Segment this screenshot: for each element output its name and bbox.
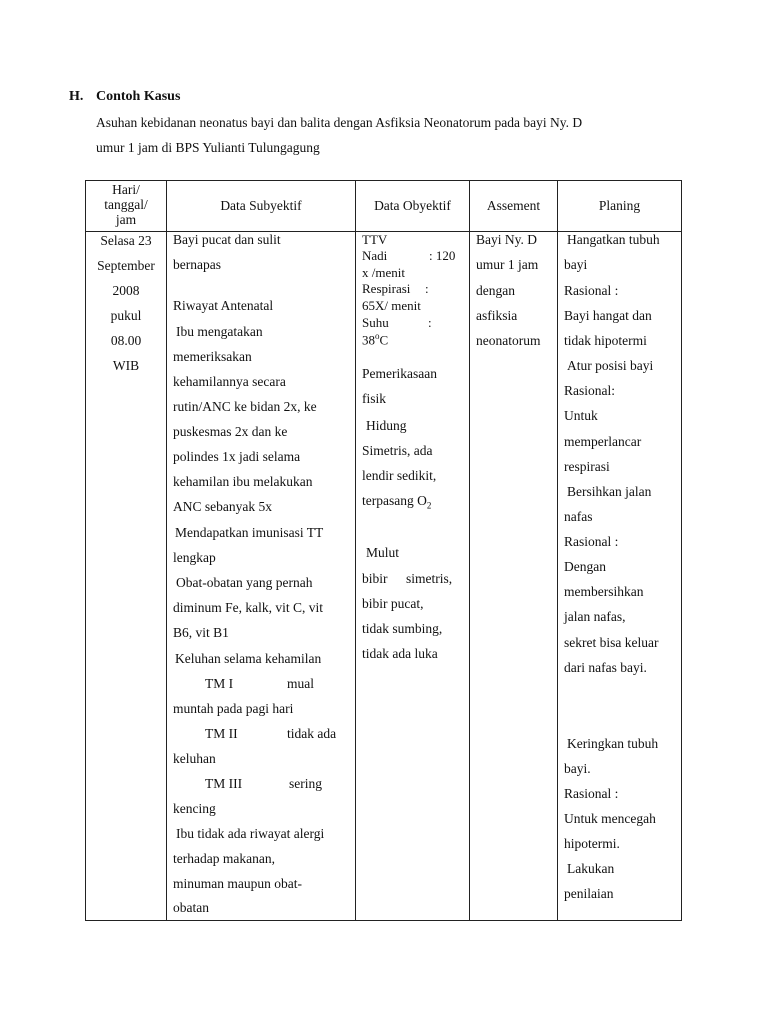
table-border-bottom (85, 920, 682, 921)
subyektif-line: Bayi pucat dan sulit (173, 232, 281, 247)
subyektif-line: tidak ada (287, 726, 337, 741)
planing-line: tidak hipotermi (564, 333, 647, 348)
obyektif-resp-label: Respirasi (362, 281, 411, 296)
planing-line: Untuk mencegah (564, 811, 656, 826)
obyektif-o2-sub: 2 (426, 500, 432, 511)
assesment-line: neonatorum (476, 333, 541, 348)
table-col-divider (469, 180, 470, 921)
planing-line: respirasi (564, 459, 610, 474)
obyektif-suhu-unit: C (379, 332, 389, 348)
obyektif-ttv: TTV (362, 232, 388, 247)
obyektif-resp-value: 65X/ menit (362, 298, 421, 313)
planing-line: Rasional : (564, 283, 619, 298)
intro-line-2: umur 1 jam di BPS Yulianti Tulungagung (96, 140, 320, 155)
subyektif-line: rutin/ANC ke bidan 2x, ke (173, 399, 317, 414)
assesment-line: dengan (476, 283, 515, 298)
hari-line: September (97, 258, 155, 273)
subyektif-line: obatan (173, 900, 209, 915)
header-hari-line: tanggal/ (104, 197, 148, 212)
subyektif-line: mual (287, 676, 314, 691)
subyektif-line: muntah pada pagi hari (173, 701, 294, 716)
header-hari (86, 182, 166, 227)
planing-line: bayi. (564, 761, 591, 776)
subyektif-line: TM I (205, 676, 234, 691)
hari-line: Selasa 23 (100, 233, 152, 248)
section-title: Contoh Kasus (96, 89, 181, 104)
subyektif-line: terhadap makanan, (173, 851, 275, 866)
subyektif-line: Mendapatkan imunisasi TT (175, 525, 324, 540)
subyektif-line: bernapas (173, 257, 221, 272)
obyektif-resp-colon: : (425, 281, 429, 296)
obyektif-line: Simetris, ada (362, 443, 433, 458)
header-subyektif: Data Subyektif (220, 198, 302, 213)
obyektif-line: Pemerikasaan (362, 366, 437, 381)
planing-line: Bersihkan jalan (567, 484, 652, 499)
planing-line: hipotermi. (564, 836, 620, 851)
planing-line: nafas (564, 509, 593, 524)
obyektif-line: Hidung (366, 418, 407, 433)
planing-line: membersihkan (564, 584, 644, 599)
subyektif-line: Ibu mengatakan (176, 324, 263, 339)
subyektif-line: diminum Fe, kalk, vit C, vit (173, 600, 324, 615)
obyektif-line: tidak sumbing, (362, 621, 443, 636)
obyektif-nadi-value: : 120 (429, 248, 456, 263)
table-col-divider (166, 180, 167, 921)
intro-line-1: Asuhan kebidanan neonatus bayi dan balita dengan Asfiksia Neonatorum pada bayi Ny. D (96, 115, 583, 130)
planing-line: Dengan (564, 559, 606, 574)
obyektif-line: bibir pucat, (362, 596, 424, 611)
subyektif-line: Obat-obatan yang pernah (176, 575, 313, 590)
assesment-line: asfiksia (476, 308, 518, 323)
subyektif-line: Ibu tidak ada riwayat alergi (176, 826, 325, 841)
header-obyektif: Data Obyektif (374, 198, 451, 213)
obyektif-suhu-label: Suhu (362, 315, 389, 330)
subyektif-line: TM II (205, 726, 238, 741)
planing-line: Hangatkan tubuh (567, 232, 660, 247)
subyektif-line: kencing (173, 801, 216, 816)
subyektif-line: kehamilannya secara (173, 374, 286, 389)
subyektif-line: minuman maupun obat- (173, 876, 302, 891)
hari-line: pukul (110, 308, 142, 323)
header-assesment: Assement (486, 198, 541, 213)
hari-line: 2008 (112, 283, 140, 298)
planing-line: Rasional: (564, 383, 615, 398)
planing-line: memperlancar (564, 434, 642, 449)
table-col-divider (557, 180, 558, 921)
planing-line: Rasional : (564, 534, 619, 549)
subyektif-line: puskesmas 2x dan ke (173, 424, 288, 439)
subyektif-line: keluhan (173, 751, 216, 766)
subyektif-line: lengkap (173, 550, 216, 565)
hari-line: WIB (112, 358, 140, 373)
subyektif-line: B6, vit B1 (173, 625, 229, 640)
hari-line: 08.00 (110, 333, 142, 348)
header-hari-line: jam (115, 212, 137, 227)
planing-line: bayi (564, 257, 588, 272)
assesment-line: umur 1 jam (476, 257, 539, 272)
obyektif-line: tidak ada luka (362, 646, 438, 661)
planing-line: Atur posisi bayi (567, 358, 654, 373)
section-letter: H. (69, 89, 84, 104)
subyektif-line: ANC sebanyak 5x (173, 499, 272, 514)
planing-line: penilaian (564, 886, 614, 901)
obyektif-suhu (362, 331, 388, 348)
subyektif-line: memeriksakan (173, 349, 252, 364)
subyektif-line: TM III (205, 776, 243, 791)
planing-line: Rasional : (564, 786, 619, 801)
obyektif-suhu-degree: o (375, 331, 380, 341)
planing-line: Untuk (564, 408, 598, 423)
header-hari-line: Hari/ (112, 182, 140, 197)
subyektif-line: sering (289, 776, 322, 791)
subyektif-line: Riwayat Antenatal (173, 298, 274, 313)
subyektif-line: kehamilan ibu melakukan (173, 474, 313, 489)
obyektif-nadi-unit: x /menit (362, 265, 405, 280)
obyektif-line: fisik (362, 391, 387, 406)
subyektif-line: polindes 1x jadi selama (173, 449, 301, 464)
planing-line: dari nafas bayi. (564, 660, 647, 675)
hari-cell (86, 232, 166, 382)
planing-line: Keringkan tubuh (567, 736, 659, 751)
header-planing: Planing (598, 198, 641, 213)
planing-line: Bayi hangat dan (564, 308, 652, 323)
obyektif-bibir-right: simetris, (406, 571, 453, 586)
obyektif-suhu-value: 38 (362, 332, 375, 348)
obyektif-line: lendir sedikit, (362, 468, 437, 483)
planing-line: Lakukan (567, 861, 615, 876)
planing-line: sekret bisa keluar (564, 635, 659, 650)
subyektif-line: Keluhan selama kehamilan (175, 651, 322, 666)
obyektif-o2 (362, 493, 431, 511)
table-border-top (85, 180, 682, 181)
assesment-line: Bayi Ny. D (476, 232, 537, 247)
table-border-right (681, 180, 682, 921)
obyektif-suhu-colon: : (428, 315, 432, 330)
obyektif-o2-prefix: terpasang O (362, 493, 427, 508)
obyektif-bibir-left: bibir (362, 571, 388, 586)
planing-line: jalan nafas, (564, 609, 626, 624)
table-col-divider (355, 180, 356, 921)
obyektif-nadi-label: Nadi (362, 248, 388, 263)
obyektif-mulut: Mulut (366, 545, 400, 560)
